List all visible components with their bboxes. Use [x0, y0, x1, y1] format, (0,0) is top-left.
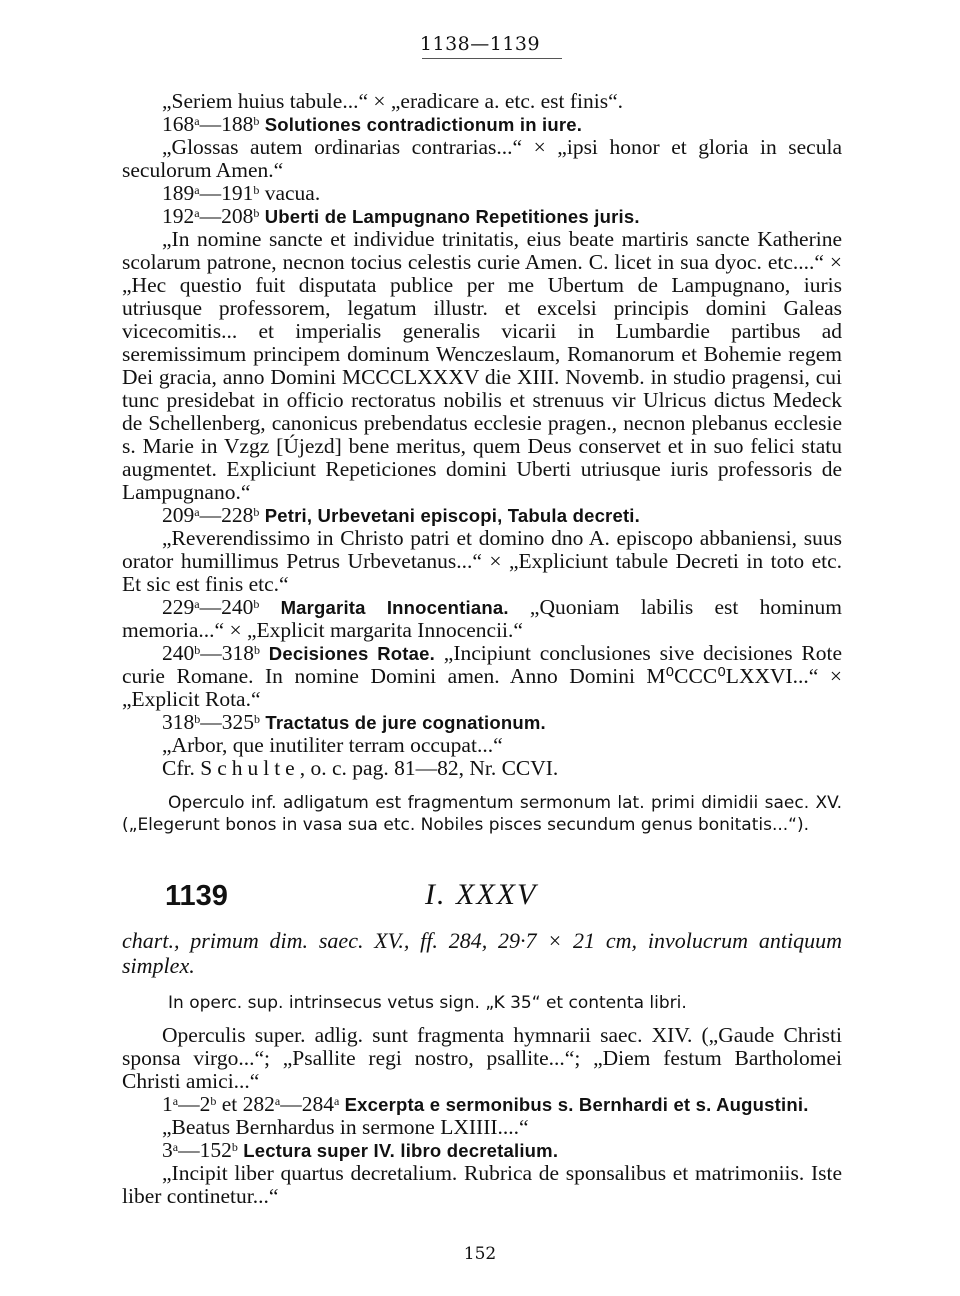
item-title: Excerpta e sermonibus s. Bernhardi et s. Augustini. — [344, 1094, 809, 1115]
header-rule — [422, 58, 562, 59]
text-paragraph: „Incipit liber quartus decretalium. Rubrica de sponsalibus et matrimoniis. Iste liber continetur...“ — [122, 1161, 842, 1208]
entry-number: 1139 — [165, 880, 228, 912]
note: In operc. sup. intrinsecus vetus sign. „K 35“ et contenta libri. — [168, 993, 687, 1013]
note: Operculo inf. adligatum est fragmentum sermonum lat. primi dimidii saec. XV. („Elegerunt bonos in vasa sua etc. Nobiles pisces secundum genus bonitatis...“). — [122, 793, 842, 835]
text-line: „Glossas autem ordinarias contrarias...“ × „ipsi honor et gloria in secula seculorum Amen.“ — [122, 135, 842, 182]
page-header: 1138—1139 — [419, 33, 541, 55]
item-title: Decisiones Rotae. — [268, 643, 435, 664]
item-heading: 318$^b$—325$^b$ Tractatus de jure cognationum. — [162, 710, 546, 734]
item-title: Margarita Innocentiana. — [280, 597, 509, 618]
entry-1139 — [122, 928, 842, 1208]
item-heading: 189$^a$—191$^b$ vacua. — [162, 181, 321, 205]
item-title: Tractatus de jure cognationum. — [265, 712, 546, 733]
entry-description: chart., primum dim. saec. XV., ff. 284, 29·7 × 21 cm, involucrum antiquum simplex. — [122, 928, 842, 978]
text-line: „Seriem huius tabule...“ × „eradicare a. etc. est finis“. — [162, 89, 624, 113]
text-line: „Beatus Bernhardus in sermone LXIIII....“ — [162, 1115, 529, 1139]
entry-signature: I. XXXV — [425, 878, 538, 911]
author-name: Schulte — [200, 756, 300, 780]
text-paragraph: Operculis super. adlig. sunt fragmenta hymnarii saec. XIV. („Gaude Christi sponsa virgo...“; „Psallite regi nostro, psallite...“; „Diem festum Bartholomei Christi amici...“ — [122, 1023, 842, 1093]
item-title: Lectura super IV. libro decretalium. — [243, 1140, 559, 1161]
text-paragraph: „Reverendissimo in Christo patri et domino dno A. episcopo abbaniensi, suus orator humillimus Petrus Urbevetanus...“ × „Expliciunt tabule Decreti in toto etc. Et sic est finis etc.“ — [122, 526, 842, 596]
text-line: „Arbor, que inutiliter terram occupat...“ — [162, 733, 503, 757]
reference-line: Cfr. Schulte, o. c. pag. 81—82, Nr. CCVI. — [162, 756, 559, 780]
page-number: 152 — [463, 1244, 497, 1264]
item-heading: 192$^a$—208$^b$ Uberti de Lampugnano Repetitiones juris. — [162, 204, 640, 228]
item-heading: 209$^a$—228$^b$ Petri, Urbevetani episcopi, Tabula decreti. — [162, 503, 640, 527]
item-heading: 3$^a$—152$^b$ Lectura super IV. libro decretalium. — [162, 1138, 559, 1162]
item-title: Uberti de Lampugnano Repetitiones juris. — [264, 206, 640, 227]
item-heading: 168$^a$—188$^b$ Solutiones contradictionum in iure. — [162, 112, 583, 136]
text-paragraph: „In nomine sancte et individue trinitatis, eius beate martiris sancte Katherine scolarum patrone, necnon tocius celestis curie Amen. C. licet in sua dyoc. etc....“ × „Hec questio fuit disputata publice per me Ubertum de Lampugnano, iuris utriusque professorem, legatum illustr. et excelsi principis domini Galeas vicecomitis... et imperialis generalis vicarii in Lumbardie partibus ad seremissimum principem dominum Wenczeslaum, Romanorum et Bohemie regem Dei gracia, anno Domini MCCCLXXXV die XIII. Novemb. in studio pragensi, cui tunc presidebat in officio rectoratus nobilis et strenuus vir Ulricus dictus Medeck de Schellenberg, canonicus prebendatus ecclesie pragen., necnon plebanus ecclesie s. Marie in Vzgz [Újezd] bene meritus, quem Deus conservet et in suo felici statu augmentet. Expliciunt Repeticiones domini Uberti utriusque iuris professoris de Lampugnano.“ — [122, 227, 842, 504]
item-heading: 240$^b$—318$^b$ Decisiones Rotae. „Incipiunt conclusiones sive decisiones Rote curie Romane. In nomine Domini amen. Anno Domini M⁰CCC⁰LXXVI...“ × „Explicit Rota.“ — [122, 641, 842, 711]
entry-1138-continuation — [122, 90, 842, 836]
item-title: Petri, Urbevetani episcopi, Tabula decreti. — [264, 505, 640, 526]
item-heading: 229$^a$—240$^b$ Margarita Innocentiana. „Quoniam labilis est hominum memoria...“ × „Explicit margarita Innocencii.“ — [122, 595, 843, 642]
item-title: Solutiones contradictionum in iure. — [264, 114, 583, 135]
item-heading: 1$^a$—2$^b$ et 282$^a$—284$^a$ Excerpta e sermonibus s. Bernhardi et s. Augustini. — [162, 1092, 809, 1116]
